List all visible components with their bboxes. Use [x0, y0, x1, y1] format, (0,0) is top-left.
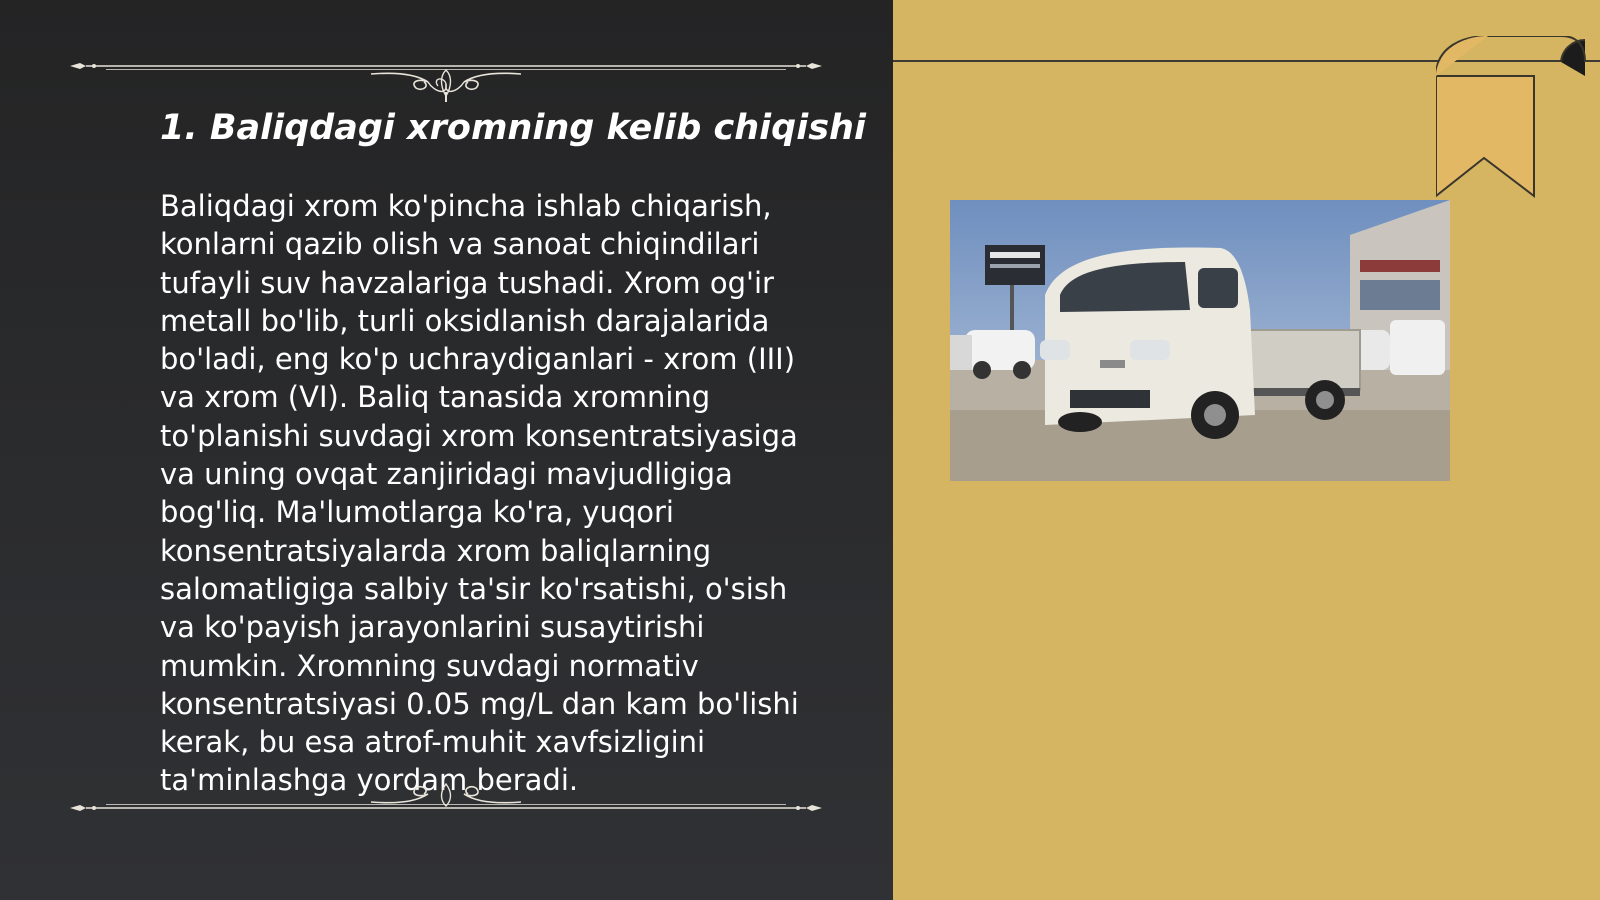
slide-title: 1. Baliqdagi xromning kelib chiqishi — [160, 108, 866, 148]
bottom-flourish-divider-icon — [66, 782, 826, 832]
slide-body-text: Baliqdagi xrom ko'pincha ishlab chiqarish, konlarni qazib olish va sanoat chiqindilari tufayli suv havzalariga tushadi. Xrom og'ir metall bo'lib, turli oksidlanish darajalarida bo'ladi, eng ko'p uchraydiganlari - xrom (III) va xrom (VI). Baliq tanasida xromning to'planishi suvdagi xrom konsentratsiyasiga va uning ovqat zanjiridagi mavjudligiga bog'liq. Ma'lumotlarga ko'ra, yuqori konsentratsiyalarda xrom baliqlarning salomatligiga salbiy ta'sir ko'rsatishi, o'sish va ko'payish jarayonlarini susaytirishi mumkin. Xromning suvdagi normativ konsentratsiyasi 0.05 mg/L dan kam bo'lishi kerak, bu esa atrof-muhit xavfsizligini ta'minlashga yordam beradi. — [160, 189, 799, 798]
truck-photo — [950, 200, 1450, 481]
bookmark-ribbon-icon — [1436, 36, 1586, 201]
top-flourish-divider-icon — [66, 52, 826, 102]
